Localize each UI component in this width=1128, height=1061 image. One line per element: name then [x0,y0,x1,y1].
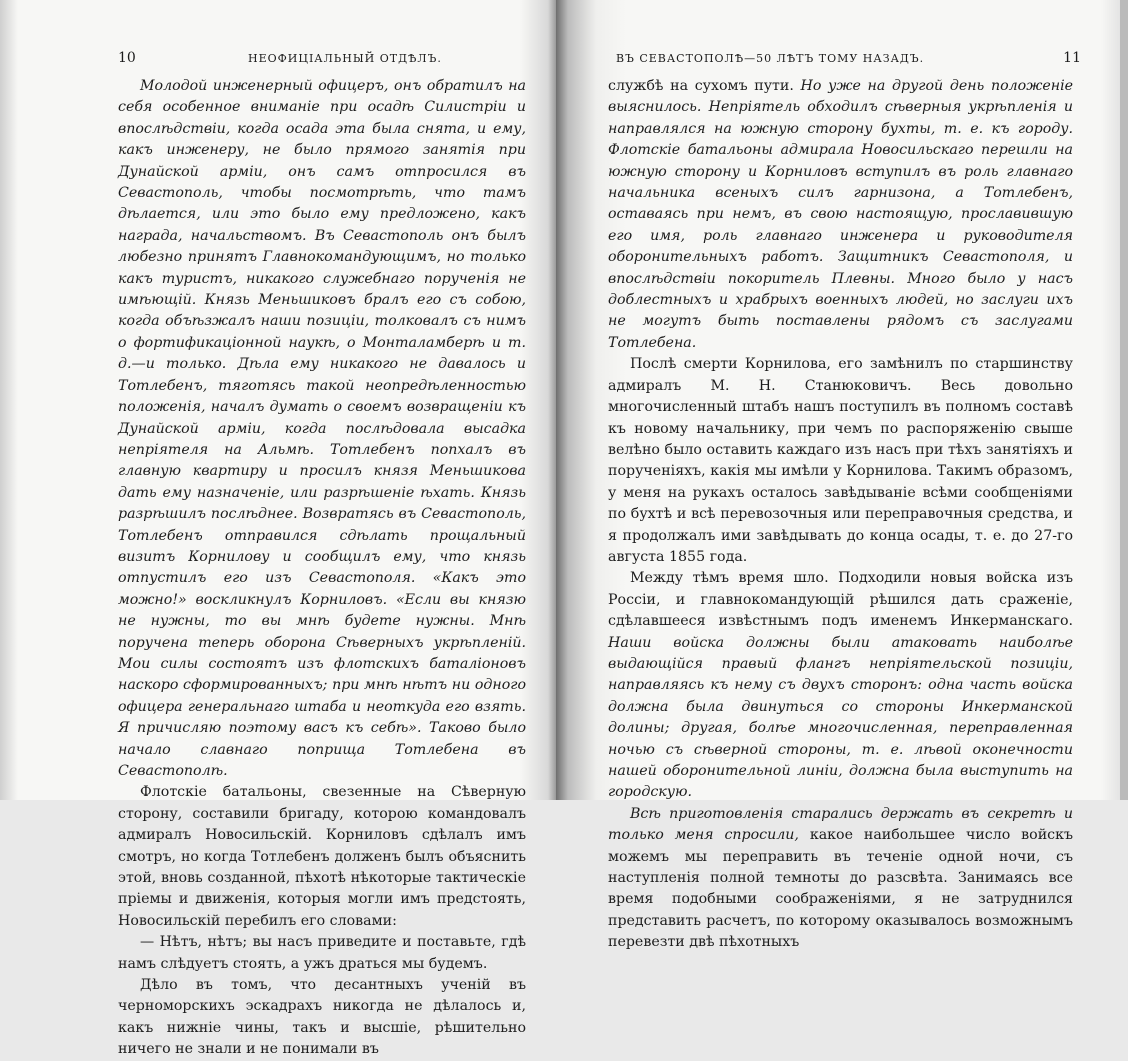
right-page-edge [1120,0,1128,800]
left-italic-paragraph: Молодой инженерный офицеръ, онъ обратилъ на себя особенное вниманіе при осадѣ Силистріи и впослѣдствіи, когда осада эта была снята, и ему, какъ инженеру, не было прямого занятія при Дунайской арміи, онъ самъ отпросился въ Севастополь, чтобы посмотрѣть, что тамъ дѣлается, или это было ему предложено, какъ награда, начальствомъ. Въ Севастополь онъ былъ любезно принятъ Главнокомандующимъ, но только какъ туристъ, никакого служебнаго порученія не имѣющій. Князь Меньшиковъ бралъ его съ собою, когда объѣзжалъ наши позиціи, толковалъ съ нимъ о фортификаціонной наукѣ, о Монталамберѣ и т. д.—и только. Дѣла ему никакого не давалось и Тотлебенъ, тяготясь такой неопредѣленностью положенія, началъ думать о своемъ возвращеніи къ Дунайской арміи, когда послѣдовала высадка непріятеля на Альмѣ. Тотлебенъ попхалъ въ главную квартиру и просилъ князя Меньшикова дать ему назначеніе, или разрѣшеніе ѣхать. Князь разрѣшилъ послѣднее. Возвратясь въ Севастополь, Тотлебенъ отправился сдѣлать прощальный визитъ Корнилову и сообщилъ ему, что князь отпустилъ его изъ Севастополя. «Какъ это можно!» воскликнулъ Корниловъ. «Если вы князю не нужны, то вы мнѣ будете нужны. Мнѣ поручена теперь оборона Сѣверныхъ укрѣпленій. Мои силы состоятъ изъ флотскихъ баталіоновъ наскоро сформированныхъ; при мнѣ нѣтъ ни одного офицера генеральнаго штаба и неоткуда его взять. Я причисляю поэтому васъ къ себѣ». Таково было начало славнаго поприща Тотлебена въ Севастополѣ. [118,78,526,779]
right-paragraph-1 [608,76,1073,354]
right-paragraph-2: Послѣ смерти Корнилова, его замѣнилъ по старшинству адмиралъ М. Н. Станюковичъ. Весь довольно многочисленный штабъ нашъ поступилъ въ полномъ составѣ къ новому начальнику, при чемъ по распоряженію свыше велѣно было оставить каждаго изъ насъ при тѣхъ занятіяхъ и порученіяхъ, какія мы имѣли у Корнилова. Такимъ образомъ, у меня на рукахъ осталось завѣдываніе всѣми сообщеніями по бухтѣ и всѣ перевозочныя или переправочныя средства, и я продолжалъ ими завѣдывать до конца осады, т. е. до 27-го августа 1855 года. [608,356,1073,565]
right-para3-start: Между тѣмъ время шло. Подходили новыя войска изъ Россіи, и главнокомандующій рѣшился дать сраженіе, сдѣлавшееся извѣстнымъ подъ именемъ Инкерманскаго. [608,570,1073,630]
right-cont-start: службѣ на сухомъ пути. [608,78,794,94]
right-para3-italic: Наши войска должны были атаковать наиболѣе выдающійся правый флангъ непріятельской позиціи, направляясь къ нему съ двухъ сторонъ: одна часть войска должна была двинуться со стороны Инкерманской долины; другая, болѣе многочисленная, переправленная ночью съ сѣверной стороны, т. е. лѣвой оконечности нашей оборонительной линіи, должна была выступить на городскую. [608,634,1073,801]
right-page-number: 11 [1063,50,1081,66]
left-page [0,0,556,1058]
left-paragraph-4: Дѣло въ томъ, что десантныхъ ученій въ черноморскихъ эскадрахъ никогда не дѣлалось и, какъ нижніе чины, такъ и высшіе, рѣшительно ничего не знали и не понимали въ [118,977,526,1058]
right-paragraph-4 [608,804,1073,954]
right-italic-paragraph: Но уже на другой день положеніе выяснилось. Непріятель обходилъ сѣверныя укрѣпленія и направлялся на южную сторону бухты, т. е. къ городу. Флотскіе батальоны адмирала Новосильскаго перешли на южную сторону и Корниловъ вступилъ въ роль главнаго начальника всеныхъ силъ гарнизона, а Тотлебенъ, оставаясь при немъ, въ свою настоящую, прославившую его имя, роль главнаго инженера и руководителя оборонительныхъ работъ. Защитникъ Севастополя, и впослѣдствіи покоритель Плевны. Много было у насъ доблестныхъ и храбрыхъ военныхъ людей, но заслуги ихъ не могутъ быть поставлены рядомъ съ заслугами Тотлебена. [608,78,1073,351]
right-page-text [608,76,1073,954]
right-para4-rest: какое наибольшее число войскъ можемъ мы переправить въ теченіе одной ночи, съ наступленія полной темноты до разсвѣта. Занимаясь все время подобными соображеніями, я не затруднился представить расчетъ, по которому оказывалось возможнымъ перевезти двѣ пѣхотныхъ [608,827,1074,951]
right-para4-italic: Всѣ приготовленія старались держать въ секретѣ и только меня спросили, [608,805,1073,844]
left-page-number: 10 [118,50,136,66]
right-paragraph-3 [608,568,1073,803]
right-page [556,0,1128,951]
left-running-head: НЕОФИЦІАЛЬНЫЙ ОТДѢЛЪ. [248,52,442,65]
right-running-head: ВЪ СЕВАСТОПОЛѢ—50 ЛѢТЪ ТОМУ НАЗАДЪ. [616,52,925,65]
left-paragraph-2: Флотскіе батальоны, свезенные на Сѣверную сторону, составили бригаду, которою командовалъ адмиралъ Новосильскій. Корниловъ сдѣлалъ имъ смотръ, но когда Тотлебенъ долженъ былъ объяснить этой, вновь созданной, пѣхотѣ нѣкоторые тактическіе пріемы и движенія, которыя могли имъ предстоять, Новосильскій перебилъ его словами: [118,784,526,929]
left-page-text [118,76,526,1061]
left-paragraph-3: — Нѣтъ, нѣтъ; вы насъ приведите и поставьте, гдѣ намъ слѣдуетъ стоять, а ужъ драться мы будемъ. [118,934,526,972]
